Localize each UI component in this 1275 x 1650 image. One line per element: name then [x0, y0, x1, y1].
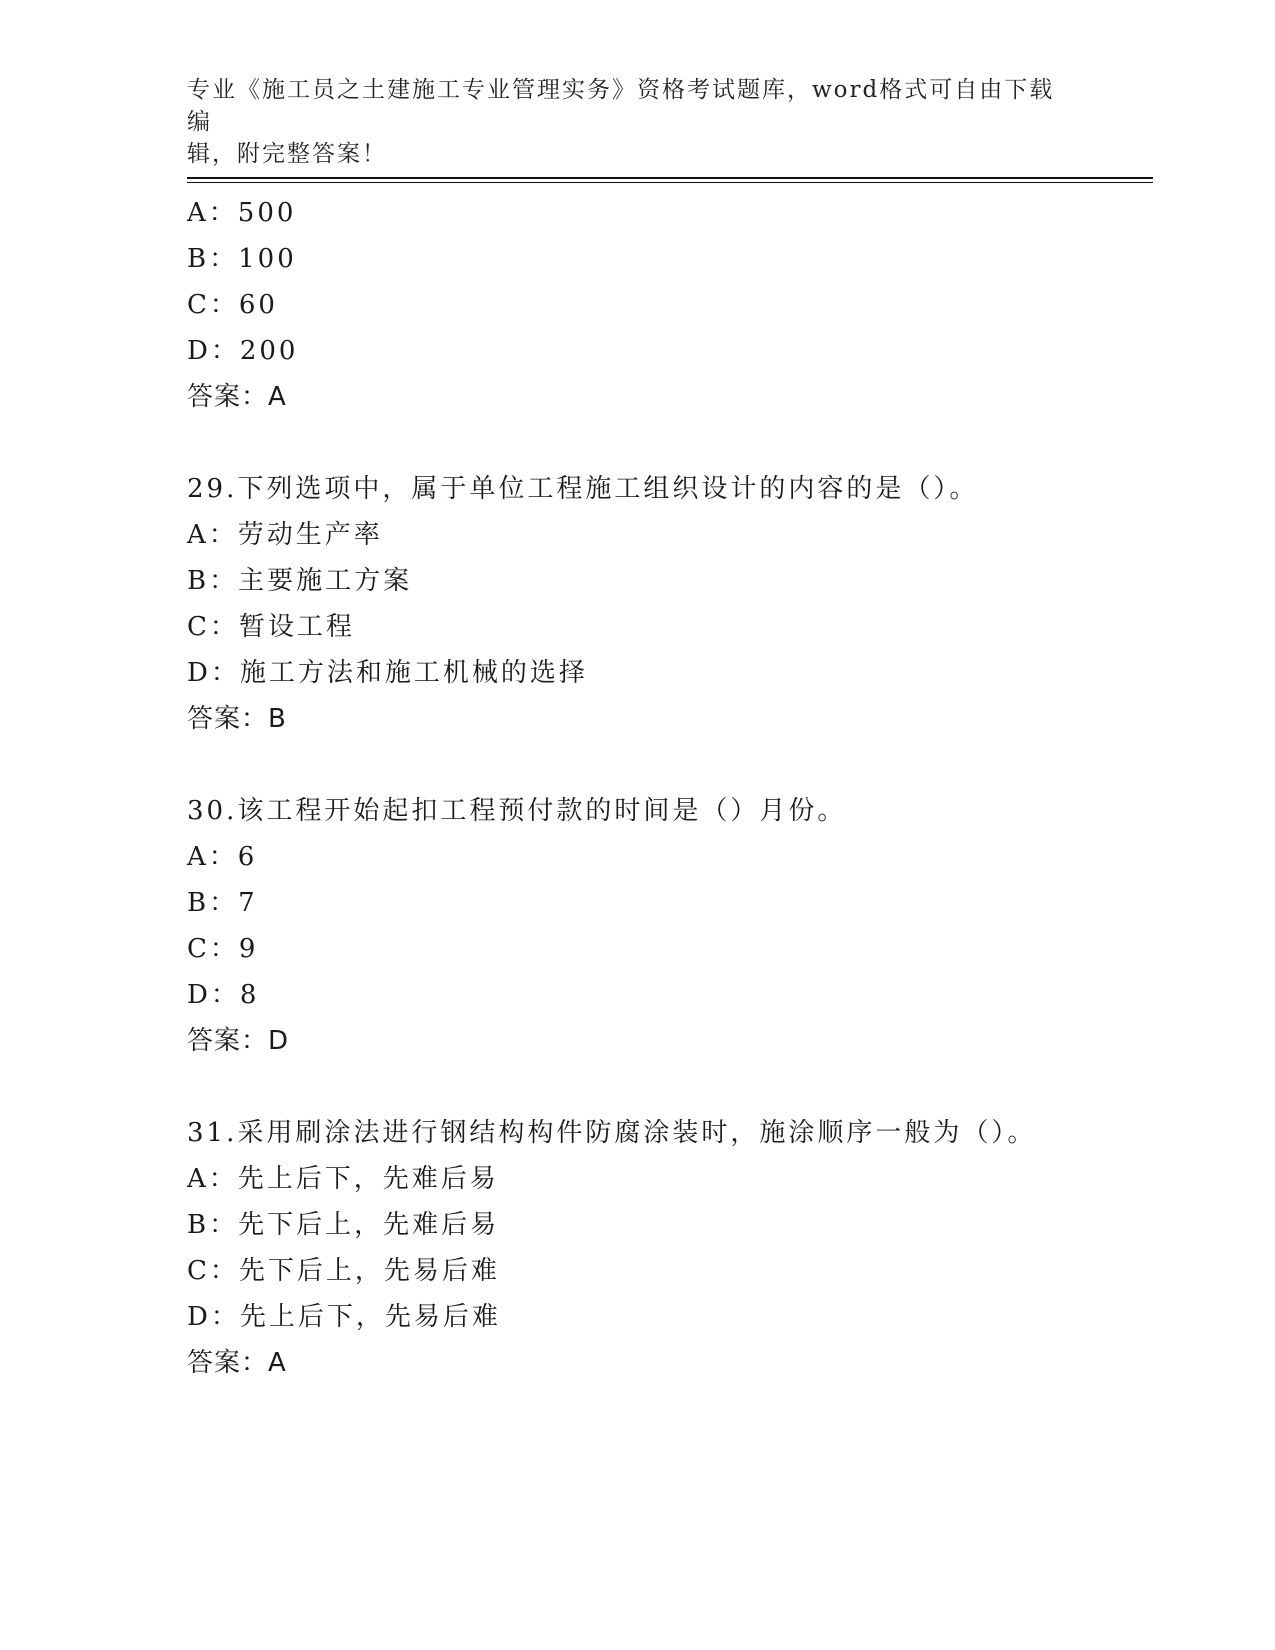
header-rule-thick	[187, 177, 1153, 179]
option-a: A：500	[187, 198, 297, 228]
answer-label: 答案：D	[187, 1026, 290, 1056]
document-header	[187, 74, 1067, 170]
question-stem: 30.该工程开始起扣工程预付款的时间是（）月份。	[187, 796, 847, 826]
option-d: D：200	[187, 336, 299, 366]
option-c: C：9	[187, 934, 259, 964]
header-line-2: 辑，附完整答案！	[187, 141, 387, 167]
option-a: A：6	[187, 842, 258, 872]
option-d: D：先上后下，先易后难	[187, 1302, 501, 1332]
answer-label: 答案：A	[187, 382, 287, 412]
question-list	[187, 190, 1153, 1386]
question-stem: 29.下列选项中，属于单位工程施工组织设计的内容的是（）。	[187, 474, 979, 504]
spacer	[187, 1064, 1153, 1110]
option-c: C：60	[187, 290, 278, 320]
answer-label: 答案：B	[187, 704, 287, 734]
header-rule-thin	[187, 182, 1153, 183]
option-c: C：先下后上，先易后难	[187, 1256, 500, 1286]
spacer	[187, 742, 1153, 788]
option-b: B：7	[187, 888, 258, 918]
option-d: D：施工方法和施工机械的选择	[187, 658, 588, 688]
option-d: D：8	[187, 980, 260, 1010]
question-31	[187, 1110, 1153, 1386]
option-c: C：暂设工程	[187, 612, 355, 642]
header-line-1: 专业《施工员之土建施工专业管理实务》资格考试题库，word格式可自由下载编	[187, 77, 1055, 135]
question-29	[187, 466, 1153, 742]
option-b: B：先下后上，先难后易	[187, 1210, 500, 1240]
question-30	[187, 788, 1153, 1064]
question-28-continuation	[187, 190, 1153, 420]
answer-label: 答案：A	[187, 1348, 287, 1378]
option-b: B：100	[187, 244, 297, 274]
spacer	[187, 420, 1153, 466]
question-stem: 31.采用刷涂法进行钢结构构件防腐涂装时，施涂顺序一般为（）。	[187, 1118, 1037, 1148]
option-a: A：先上后下，先难后易	[187, 1164, 499, 1194]
option-a: A：劳动生产率	[187, 520, 383, 550]
option-b: B：主要施工方案	[187, 566, 413, 596]
